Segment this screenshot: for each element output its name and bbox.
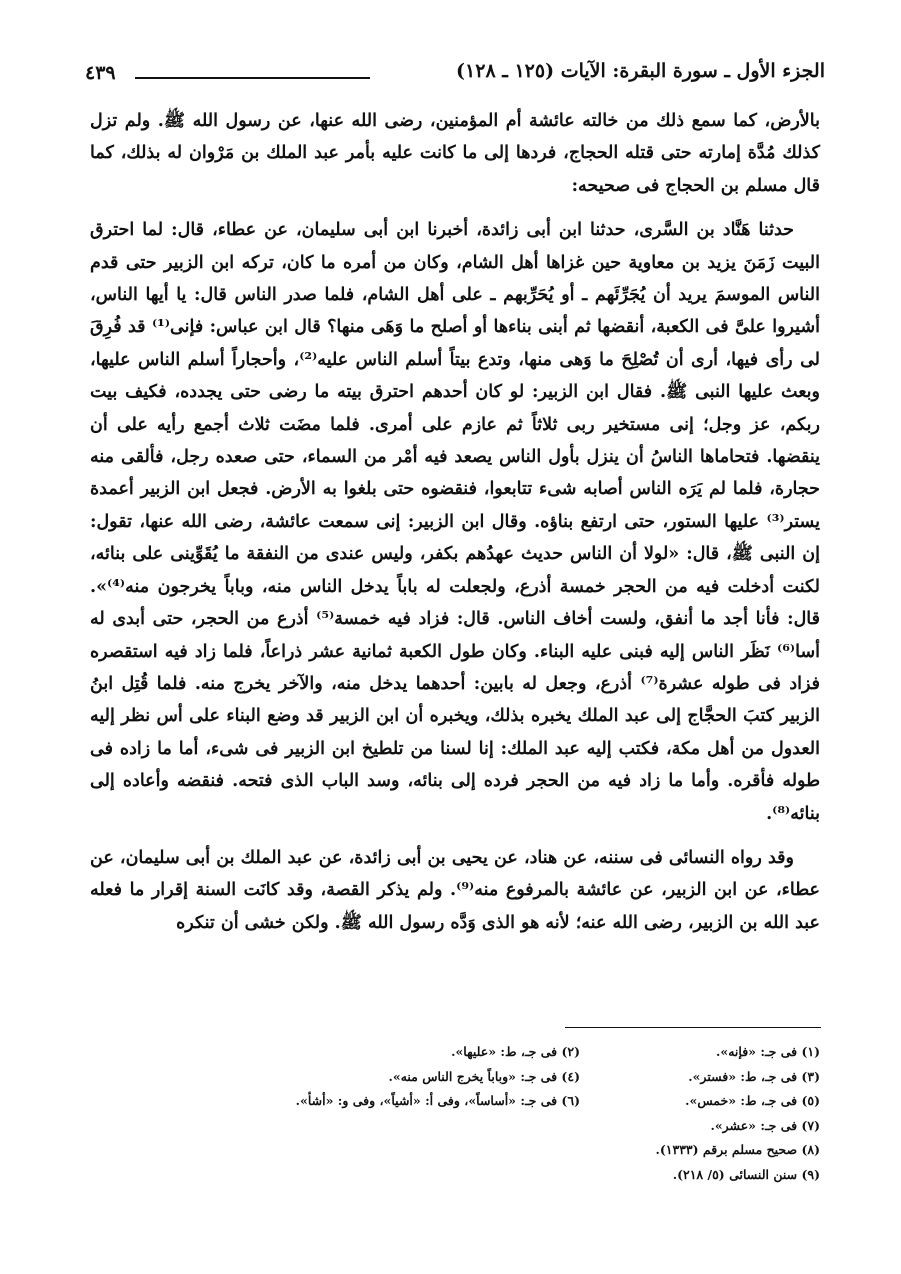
main-text xyxy=(90,105,820,933)
header-rule-left xyxy=(135,77,370,79)
footnote-row xyxy=(245,1040,820,1065)
footnote-6: (٦) فى جـ: «أساساً»، وفى أ: «أشياً»، وفى و: «أشأ». xyxy=(295,1093,580,1108)
footnote-3: (٣) فى جـ، ط: «فستر». xyxy=(688,1068,820,1084)
footnote-1: (١) فى جـ: «فإنه». xyxy=(716,1044,820,1059)
footnote-row xyxy=(245,1114,820,1139)
footnote-9: (٩) سنن النسائى (٥/ ٢١٨). xyxy=(672,1166,820,1182)
footnote-row xyxy=(245,1065,820,1090)
footnote-4: (٤) فى جـ: «وباباً يخرج الناس منه». xyxy=(388,1068,580,1084)
footnote-5: (٥) فى جـ، ط: «خمس». xyxy=(685,1093,820,1108)
page-header xyxy=(85,60,825,96)
footnote-row xyxy=(245,1089,820,1114)
footnote-7: (٧) فى جـ: «عشر». xyxy=(710,1117,820,1133)
page-number: ٤٣٩ xyxy=(85,62,116,84)
running-title-box xyxy=(450,60,825,82)
running-title: الجزء الأول ـ سورة البقرة: الآيات (١٢٥ ـ ١٢٨) xyxy=(456,60,825,82)
footnote-row xyxy=(245,1138,820,1163)
paragraph-2: حدثنا هَنَّاد بن السَّرى، حدثنا ابن أبى زائدة، أخبرنا ابن أبى سليمان، عن عطاء، قال: لما احترق البيت زَمَنَ يزيد بن معاوية حين غزاها أهل الشام، وكان من أمره ما كان، تركه ابن الزبير حتى قدم الناس الموسمَ يريد أن يُجَرِّئَهم ـ أو يُحَرِّبهم ـ على أهل الشام، فلما صدر الناس قال: يا أيها الناس، أشيروا علىَّ فى الكعبة، أنقضها ثم أبنى بناءها أو أصلح ما وَهَى منها؟ قال ابن عباس: فإنى⁽¹⁾ قد فُرِقَ لى رأى فيها، أرى أن تُصْلِحَ ما وَهى منها، وتدع بيتاً أسلم الناس عليه⁽²⁾، وأحجاراً أسلم الناس عليها، وبعث عليها النبى ﷺ. فقال ابن الزبير: لو كان أحدهم احترق بيته ما رضى حتى يجدده، فكيف بيت ربكم، عز وجل؛ إنى مستخير ربى ثلاثاً ثم عازم على أمرى. فلما مضَت ثلاث أجمع رأيه على أن ينقضها. فتحاماها الناسُ أن ينزل بأول الناس يصعد فيه أمْر من السماء، حتى صعده رجل، فألقى منه حجارة، فلما لم يَرَه الناس أصابه شىء تتابعوا، فنقضوه حتى بلغوا به الأرض. فجعل ابن الزبير أعمدة يستر⁽³⁾ عليها الستور، حتى ارتفع بناؤه. وقال ابن الزبير: إنى سمعت عائشة، رضى الله عنها، تقول: إن النبى ﷺ، قال: «لولا أن الناس حديث عهدُهم بكفر، وليس عندى من النفقة ما يُقَوِّينى على بنائه، لكنت أدخلت فيه من الحجر خمسة أذرع، ولجعلت له باباً يدخل الناس منه، وباباً يخرجون منه⁽⁴⁾». قال: فأنا أجد ما أنفق، ولست أخاف الناس. قال: فزاد فيه خمسة⁽⁵⁾ أذرع من الحجر، حتى أبدى له أسا⁽⁶⁾ نَظَر الناس إليه فبنى عليه البناء. وكان طول الكعبة ثمانية عشر ذراعاً، فلما زاد فيه استقصره فزاد فى طوله عشرة⁽⁷⁾ أذرع، وجعل له بابين: أحدهما يدخل منه، والآخر يخرج منه. فلما قُتِل ابنُ الزبير كتبَ الحجَّاج إلى عبد الملك يخبره بذلك، ويخبره أن ابن الزبير قد وضع البناء على أس نظر إليه العدول من أهل مكة، فكتب إليه عبد الملك: إنا لسنا من تلطيخ ابن الزبير فى شىء، أما ما زاده فى طوله فأقره. وأما ما زاد فيه من الحجر فرده إلى بنائه، وسد الباب الذى فتحه. فنقضه وأعاده إلى بنائه⁽⁸⁾. xyxy=(90,220,820,824)
footnote-row xyxy=(245,1163,820,1188)
paragraph-3: وقد رواه النسائى فى سننه، عن هناد، عن يحيى بن أبى زائدة، عن عبد الملك بن أبى سليمان، عن عطاء، عن ابن الزبير، عن عائشة بالمرفوع منه⁽⁹⁾. ولم يذكر القصة، وقد كانَت السنة إقرار ما فعله عبد الله بن الزبير، رضى الله عنه؛ لأنه هو الذى وَدَّه رسول الله ﷺ. ولكن خشى أن تنكره xyxy=(90,847,820,933)
footnote-8: (٨) صحيح مسلم برقم (١٣٣٣). xyxy=(655,1142,820,1157)
paragraph-1: بالأرض، كما سمع ذلك من خالته عائشة أم المؤمنين، رضى الله عنها، عن رسول الله ﷺ. ولم تزل كذلك مُدَّة إمارته حتى قتله الحجاج، فردها إلى ما كانت عليه بأمر عبد الملك بن مَرْوان له بذلك، كما قال مسلم بن الحجاج فى صحيحه: xyxy=(90,111,820,196)
footnote-2: (٢) فى جـ، ط: «عليها». xyxy=(451,1044,580,1059)
footnotes xyxy=(245,1040,820,1250)
footnote-separator xyxy=(565,1027,821,1028)
